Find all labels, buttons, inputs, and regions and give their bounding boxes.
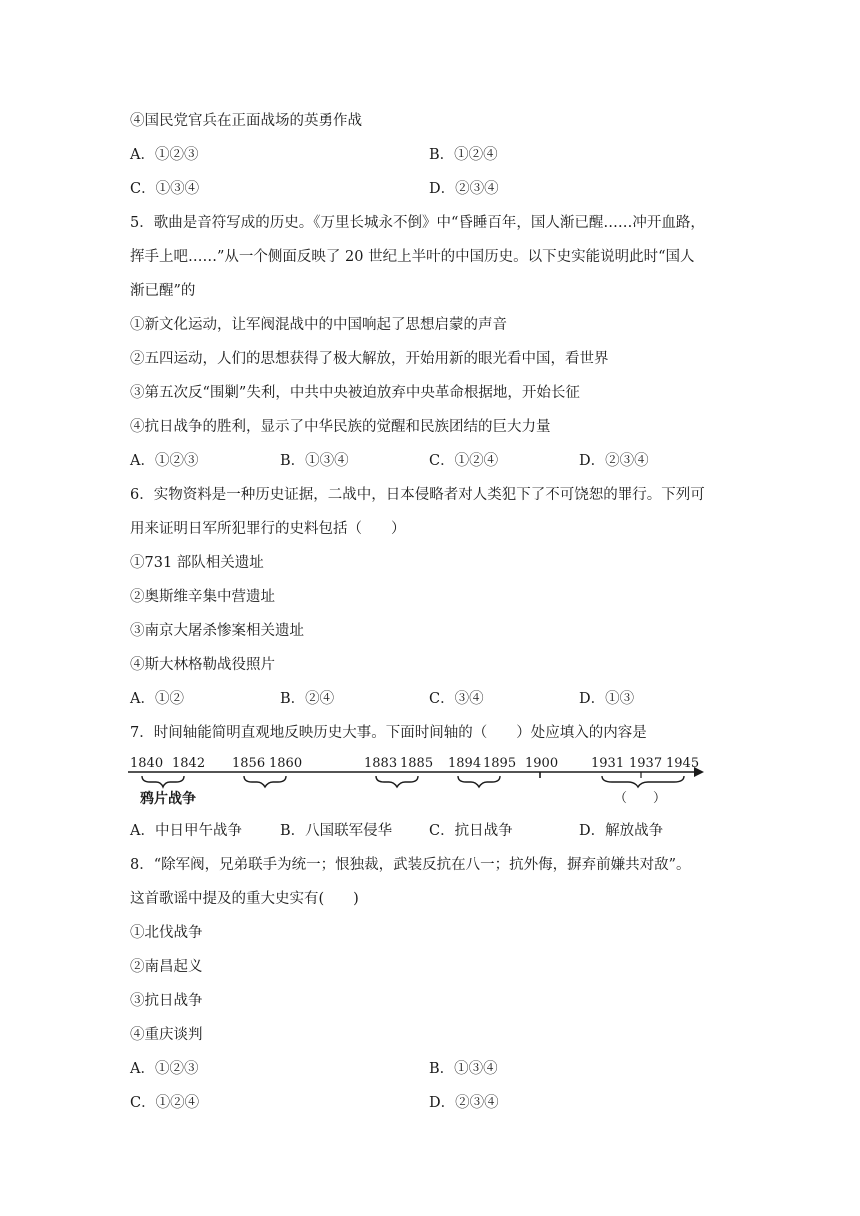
year-label: 1840 xyxy=(130,756,164,771)
q6-stem-line-2: 用来证明日军所犯罪行的史料包括（ ） xyxy=(130,521,406,537)
q5-option-b: B．①③④ xyxy=(280,453,349,469)
timeline-figure xyxy=(128,750,708,810)
year-label: 1856 xyxy=(232,756,266,771)
q8-option-b: B．①③④ xyxy=(429,1061,498,1077)
q6-item-4: ④斯大林格勒战役照片 xyxy=(130,657,275,673)
year-label: 1931 xyxy=(591,756,625,771)
q5-item-4: ④抗日战争的胜利，显示了中华民族的觉醒和民族团结的巨大力量 xyxy=(130,419,551,435)
label-opium-war: 鸦片战争 xyxy=(140,791,196,807)
brace-1883-1885 xyxy=(376,776,418,787)
brace-1931-1945 xyxy=(602,776,684,787)
q5-option-d: D．②③④ xyxy=(579,453,649,469)
year-label: 1894 xyxy=(448,756,482,771)
q7-option-b: B．八国联军侵华 xyxy=(280,823,393,839)
year-label: 1937 xyxy=(629,756,663,771)
brace-1840-1842 xyxy=(142,776,184,787)
q8-option-c: C．①②④ xyxy=(130,1095,200,1111)
year-label: 1900 xyxy=(525,756,559,771)
q8-option-d: D．②③④ xyxy=(429,1095,499,1111)
q5-option-a: A．①②③ xyxy=(130,453,199,469)
q5-item-3: ③第五次反“围剿”失利，中共中央被迫放弃中央革命根据地，开始长征 xyxy=(130,385,580,401)
q8-item-2: ②南昌起义 xyxy=(130,959,203,975)
year-label: 1883 xyxy=(364,756,398,771)
q4-item-4: ④国民党官兵在正面战场的英勇作战 xyxy=(130,113,362,129)
q6-option-a: A．①② xyxy=(130,691,184,707)
q8-stem-line-1: 8．“除军阀，兄弟联手为统一；恨独裁，武装反抗在八一；抗外侮，摒弃前嫌共对敌”。 xyxy=(130,857,691,873)
q8-item-1: ①北伐战争 xyxy=(130,925,203,941)
brace-1894-1895 xyxy=(458,776,500,787)
q7-option-c: C．抗日战争 xyxy=(429,823,513,839)
q5-option-c: C．①②④ xyxy=(429,453,499,469)
q6-item-2: ②奥斯维辛集中营遗址 xyxy=(130,589,275,605)
q4-option-c: C．①③④ xyxy=(130,181,200,197)
q5-item-1: ①新文化运动，让军阀混战中的中国响起了思想启蒙的声音 xyxy=(130,317,507,333)
q6-item-3: ③南京大屠杀惨案相关遗址 xyxy=(130,623,304,639)
year-label: 1895 xyxy=(483,756,517,771)
year-label: 1860 xyxy=(269,756,303,771)
q6-option-c: C．③④ xyxy=(429,691,484,707)
q8-item-3: ③抗日战争 xyxy=(130,993,203,1009)
year-label: 1945 xyxy=(666,756,700,771)
q8-item-4: ④重庆谈判 xyxy=(130,1027,203,1043)
q8-stem-line-2: 这首歌谣中提及的重大史实有( ) xyxy=(130,891,359,907)
q6-stem-line-1: 6．实物资料是一种历史证据，二战中，日本侵略者对人类犯下了不可饶恕的罪行。下列可 xyxy=(130,487,705,503)
q4-option-b: B．①②④ xyxy=(429,147,498,163)
q8-option-a: A．①②③ xyxy=(130,1061,199,1077)
q6-option-b: B．②④ xyxy=(280,691,335,707)
q7-option-a: A．中日甲午战争 xyxy=(130,823,242,839)
year-label: 1885 xyxy=(400,756,434,771)
year-label: 1842 xyxy=(172,756,206,771)
q7-stem: 7．时间轴能简明直观地反映历史大事。下面时间轴的（ ）处应填入的内容是 xyxy=(130,725,647,741)
q5-stem-line-1: 5．歌曲是音符写成的历史。《万里长城永不倒》中“昏睡百年，国人渐已醒……冲开血路， xyxy=(130,215,705,231)
blank-placeholder: （ ） xyxy=(614,791,667,806)
q6-option-d: D．①③ xyxy=(579,691,635,707)
brace-1856-1860 xyxy=(244,776,286,787)
q7-option-d: D．解放战争 xyxy=(579,823,664,839)
q4-option-d: D．②③④ xyxy=(429,181,499,197)
q5-item-2: ②五四运动，人们的思想获得了极大解放，开始用新的眼光看中国，看世界 xyxy=(130,351,609,367)
q5-stem-line-2: 挥手上吧……”从一个侧面反映了 20 世纪上半叶的中国历史。以下史实能说明此时“国人 xyxy=(130,249,695,265)
q5-stem-line-3: 渐已醒”的 xyxy=(130,283,196,299)
q4-option-a: A．①②③ xyxy=(130,147,199,163)
q6-item-1: ①731 部队相关遗址 xyxy=(130,555,264,571)
